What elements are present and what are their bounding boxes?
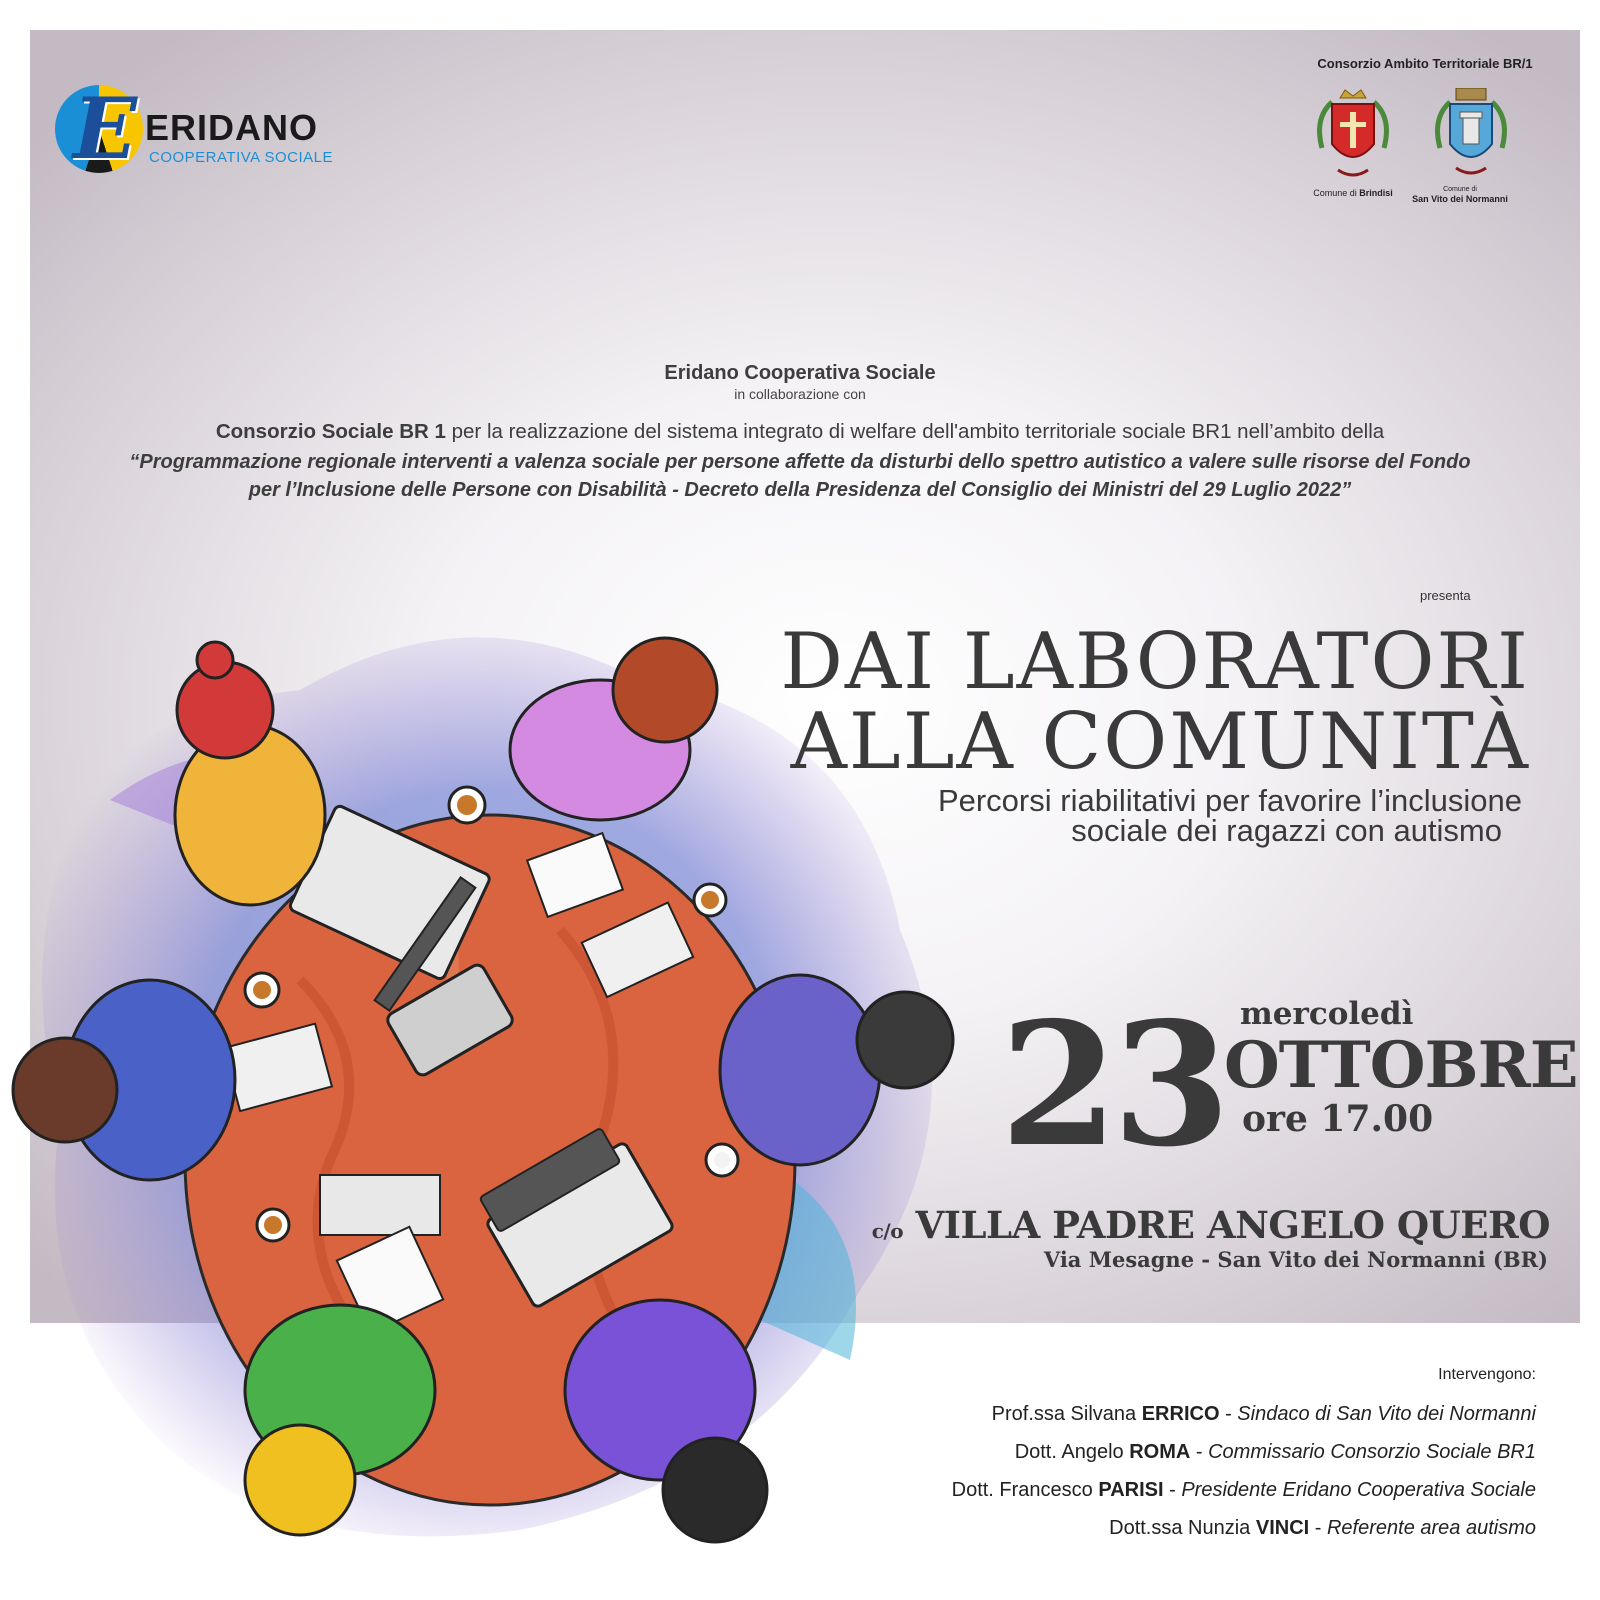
speaker-row: Dott. Angelo ROMA - Commissario Consorzio Sociale BR1 xyxy=(1014,1441,1536,1463)
speaker-title: Dott.ssa Nunzia xyxy=(1109,1517,1256,1539)
speaker-surname: PARISI xyxy=(1098,1479,1164,1501)
eridano-logo xyxy=(55,79,355,178)
san-vito-crest-icon xyxy=(1428,88,1514,188)
logo-subtitle: COOPERATIVA SOCIALE xyxy=(149,149,333,166)
intro-consortium-line xyxy=(0,420,1600,444)
intro-collaboration: in collaborazione con xyxy=(734,386,866,402)
event-month: OTTOBRE xyxy=(1224,1028,1578,1103)
speaker-role: Commissario Consorzio Sociale BR1 xyxy=(1208,1441,1536,1463)
speaker-role: Sindaco di San Vito dei Normanni xyxy=(1237,1403,1536,1425)
logo-letter: E xyxy=(73,79,138,178)
brindisi-caption xyxy=(1293,188,1413,198)
presents-label: presenta xyxy=(1420,588,1471,603)
intro-programme xyxy=(0,448,1600,504)
speaker-title: Dott. Angelo xyxy=(1014,1441,1130,1463)
intro-organizer: Eridano Cooperativa Sociale xyxy=(664,362,936,384)
paper-sheet xyxy=(320,1175,440,1235)
brindisi-caption-small: Comune di xyxy=(1313,188,1357,198)
intro-programme-line1: “Programmazione regionale interventi a valenza sociale per persone affette da disturbi dello spettro autistico a valere sulle risorse del Fondo xyxy=(129,451,1471,473)
event-title-line2: ALLA COMUNITÀ xyxy=(790,697,1530,787)
speaker-role: Presidente Eridano Cooperativa Sociale xyxy=(1181,1479,1536,1501)
event-title-line1: DAI LABORATORI xyxy=(780,617,1530,707)
san-vito-caption-name: San Vito dei Normanni xyxy=(1412,194,1508,205)
intro-consortium-text: per la realizzazione del sistema integrato di welfare dell'ambito territoriale sociale BR1 nell’ambito della xyxy=(445,420,1385,443)
speaker-role: Referente area autismo xyxy=(1326,1517,1536,1539)
intro-consortium-name: Consorzio Sociale BR 1 xyxy=(215,420,446,443)
brindisi-crest-icon xyxy=(1310,88,1396,188)
venue-name: VILLA PADRE ANGELO QUERO xyxy=(915,1203,1550,1247)
event-address: Via Mesagne - San Vito dei Normanni (BR) xyxy=(1043,1247,1548,1272)
event-subtitle-line2: sociale dei ragazzi con autismo xyxy=(1071,813,1502,848)
event-day: 23 xyxy=(1000,985,1225,1185)
venue-prefix: c/o xyxy=(871,1219,904,1243)
consortium-heading: Consorzio Ambito Territoriale BR/1 xyxy=(1317,56,1533,71)
event-weekday: mercoledì xyxy=(1240,996,1414,1032)
logo-name: ERIDANO xyxy=(145,107,319,148)
san-vito-caption xyxy=(1400,186,1520,204)
event-subtitle-line1: Percorsi riabilitativi per favorire l’inclusione xyxy=(937,783,1522,818)
speaker-surname: ERRICO xyxy=(1141,1403,1220,1425)
speaker-row: Dott. Francesco PARISI - Presidente Eridano Cooperativa Sociale xyxy=(951,1479,1536,1501)
speaker-title: Prof.ssa Silvana xyxy=(991,1403,1142,1425)
intro-programme-line2: per l’Inclusione delle Persone con Disabilità - Decreto della Presidenza del Consiglio dei Ministri del 29 Luglio 2022” xyxy=(248,479,1352,501)
event-time: ore 17.00 xyxy=(1242,1098,1434,1140)
speakers-heading: Intervengono: xyxy=(1438,1366,1536,1383)
speaker-row: Prof.ssa Silvana ERRICO - Sindaco di San Vito dei Normanni xyxy=(991,1403,1536,1425)
speaker-row: Dott.ssa Nunzia VINCI - Referente area autismo xyxy=(1109,1517,1536,1539)
person-yellow-sweater xyxy=(175,642,325,905)
brindisi-caption-name: Brindisi xyxy=(1359,188,1393,198)
san-vito-caption-small: Comune di xyxy=(1443,186,1477,193)
speaker-surname: ROMA xyxy=(1129,1441,1191,1463)
speaker-surname: VINCI xyxy=(1255,1517,1310,1539)
event-venue xyxy=(800,1203,1550,1247)
speaker-title: Dott. Francesco xyxy=(951,1479,1099,1501)
